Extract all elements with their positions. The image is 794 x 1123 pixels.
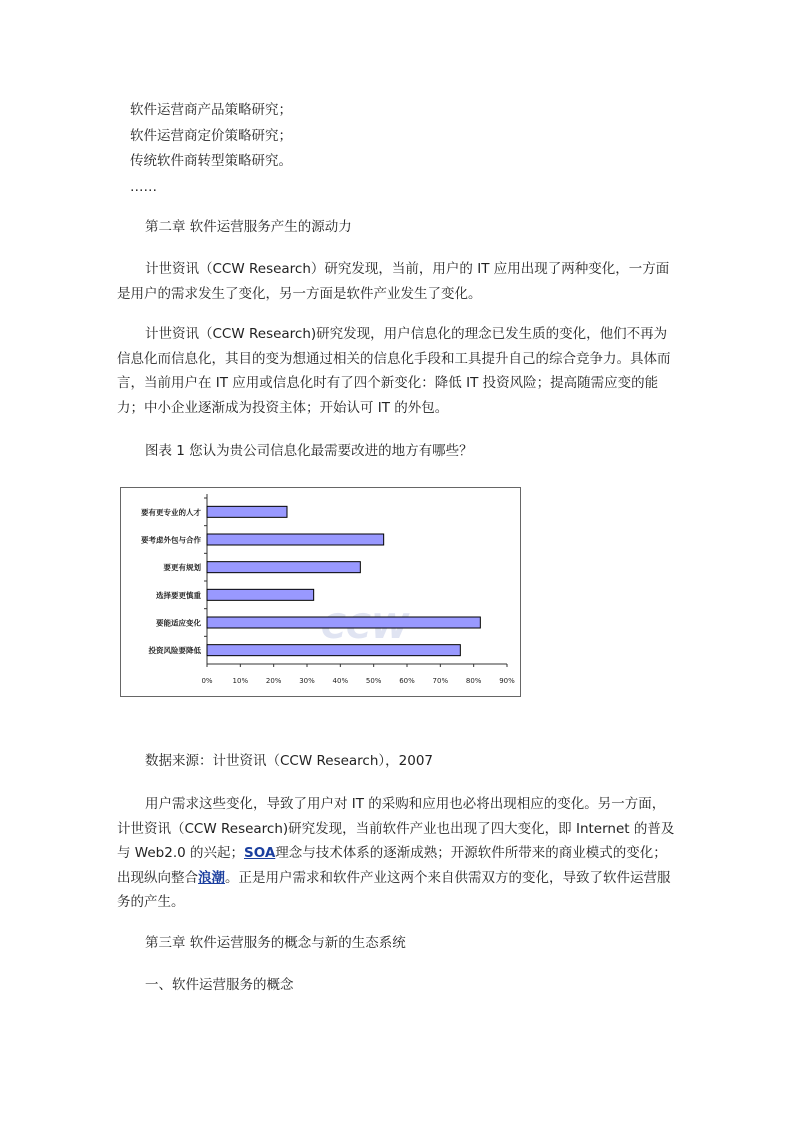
x-tick-label: 20% (265, 677, 282, 685)
bar (207, 617, 480, 628)
x-tick-label: 50% (365, 677, 382, 685)
list-item-1: 软件运营商产品策略研究； (130, 102, 292, 118)
chapter2-title: 第二章 软件运营服务产生的源动力 (145, 219, 352, 235)
bar (207, 534, 384, 545)
category-label: 要考虑外包与合作 (141, 535, 201, 545)
list-item-3: 传统软件商转型策略研究。 (130, 153, 292, 169)
data-source: 数据来源：计世资讯（CCW Research），2007 (145, 753, 434, 769)
list-item-ellipsis: …… (130, 179, 157, 195)
langchao-link[interactable]: 浪潮 (198, 869, 225, 886)
bar (207, 562, 360, 573)
bar-chart-svg (121, 488, 522, 698)
x-tick-label: 80% (465, 677, 482, 685)
bar (207, 589, 314, 600)
x-tick-label: 10% (232, 677, 249, 685)
x-tick-label: 70% (432, 677, 449, 685)
chapter3-section-1: 一、软件运营服务的概念 (145, 977, 294, 993)
paragraph-3-text-a: 用户需求这些变化，导致了用户对 IT 的采购和应用也必将出现相应的变化。另一方面，计世资讯（CCW Research)研究发现，当前软件产业也出现了四大变化，即 Internet 的普及与 Web2.0 的兴起； (117, 796, 675, 861)
chapter3-title: 第三章 软件运营服务的概念与新的生态系统 (145, 935, 406, 951)
x-tick-label: 30% (299, 677, 315, 685)
bar (207, 645, 460, 656)
paragraph-3-text-c: 。正是用户需求和软件产业这两个来自供需双方的变化，导致了软件运营服务的产生。 (117, 869, 671, 910)
x-tick-label: 0% (201, 677, 213, 685)
soa-link[interactable]: SOA (243, 845, 276, 861)
bar-chart (120, 487, 521, 697)
category-label: 投资风险要降低 (148, 646, 201, 656)
x-tick-label: 40% (332, 677, 349, 685)
list-item-2: 软件运营商定价策略研究； (130, 128, 292, 144)
category-label: 要有更专业的人才 (141, 507, 201, 517)
bar (207, 506, 287, 517)
chapter2-paragraph-1: 计世资讯（CCW Research）研究发现，当前，用户的 IT 应用出现了两种变化，一方面是用户的需求发生了变化，另一方面是软件产业发生了变化。 (117, 261, 670, 302)
figure-caption: 图表 1 您认为贵公司信息化最需要改进的地方有哪些？ (145, 443, 473, 459)
chapter2-paragraph-3 (117, 792, 677, 915)
category-label: 要更有规划 (163, 563, 201, 573)
chapter2-paragraph-2: 计世资讯（CCW Research)研究发现，用户信息化的理念已发生质的变化，他们不再为信息化而信息化，其目的变为想通过相关的信息化手段和工具提升自己的综合竞争力。具体而言，当前用户在 IT 应用或信息化时有了四个新变化：降低 IT 投资风险；提高随需应变的能力；中小企业逐渐成为投资主体；开始认可 IT 的外包。 (117, 326, 671, 416)
paragraph-3-text-b: 理念与技术体系的逐渐成熟；开源软件所带来的商业模式的变化；出现纵向整合 (117, 845, 667, 886)
x-tick-label: 60% (399, 677, 415, 685)
x-tick-label: 90% (499, 677, 515, 685)
category-label: 要能适应变化 (156, 618, 201, 628)
category-label: 选择要更慎重 (156, 590, 201, 600)
